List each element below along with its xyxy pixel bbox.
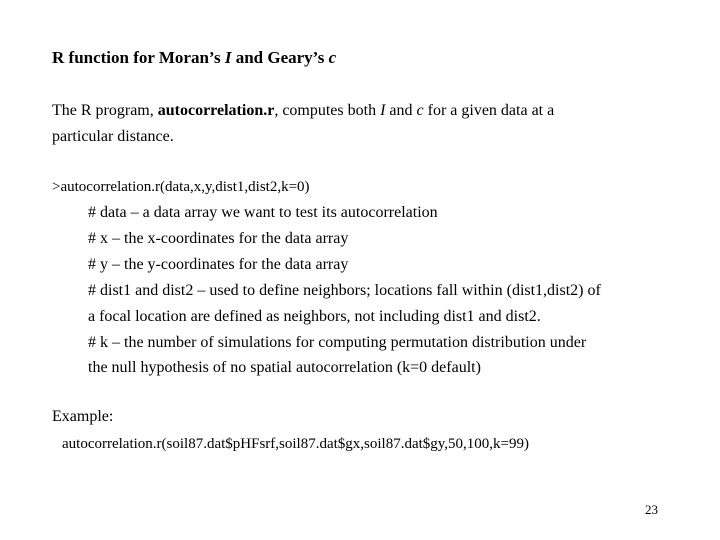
title-prefix: R function for Moran’s bbox=[52, 48, 225, 67]
page-number: 23 bbox=[645, 502, 658, 517]
title-italic-i: I bbox=[224, 48, 232, 67]
comment-line: a focal location are defined as neighbors, not including dist1 and dist2. bbox=[88, 308, 541, 325]
intro-text-1: The R program, bbox=[52, 102, 158, 119]
intro-text-3: and bbox=[385, 102, 417, 119]
title-italic-c: c bbox=[328, 48, 337, 67]
comment-line: the null hypothesis of no spatial autocorrelation (k=0 default) bbox=[88, 359, 481, 376]
intro-function-name: autocorrelation.r bbox=[157, 102, 275, 119]
example-label: Example: bbox=[52, 408, 114, 425]
intro-text-2: , computes both bbox=[274, 102, 381, 119]
example-code: autocorrelation.r(soil87.dat$pHFsrf,soil87.dat$gx,soil87.dat$gy,50,100,k=99) bbox=[62, 436, 530, 452]
slide-title bbox=[52, 48, 336, 68]
intro-line-1 bbox=[52, 102, 554, 120]
comment-line: # dist1 and dist2 – used to define neighbors; locations fall within (dist1,dist2) of bbox=[88, 282, 601, 299]
function-call: >autocorrelation.r(data,x,y,dist1,dist2,k=0) bbox=[52, 179, 310, 195]
intro-italic-c: c bbox=[416, 102, 424, 119]
comment-line: # y – the y-coordinates for the data array bbox=[88, 256, 349, 273]
intro-italic-i: I bbox=[380, 102, 386, 119]
intro-text-4: for a given data at a bbox=[423, 102, 555, 119]
comment-line: # k – the number of simulations for computing permutation distribution under bbox=[88, 334, 587, 351]
comment-line: # data – a data array we want to test its autocorrelation bbox=[88, 204, 438, 221]
comment-line: # x – the x-coordinates for the data array bbox=[88, 230, 349, 247]
title-middle: and Geary’s bbox=[231, 48, 329, 67]
intro-line-2: particular distance. bbox=[52, 128, 174, 145]
